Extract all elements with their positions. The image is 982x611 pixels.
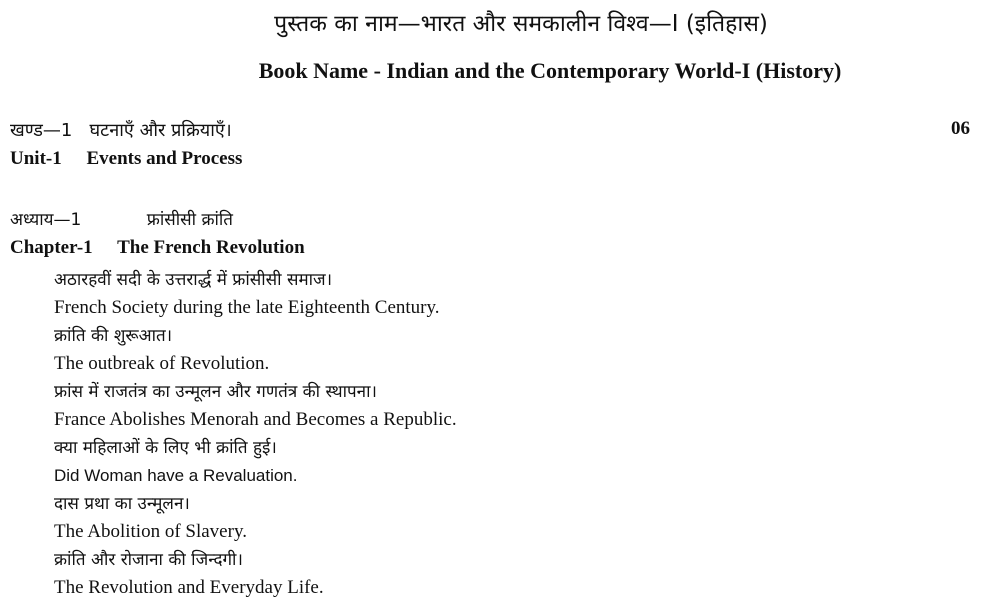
topic-item: दास प्रथा का उन्मूलन।	[54, 494, 190, 514]
topic-item: Did Woman have a Revaluation.	[54, 466, 298, 485]
topic-item: क्या महिलाओं के लिए भी क्रांति हुई।	[54, 438, 277, 458]
topic-item: फ्रांस में राजतंत्र का उन्मूलन और गणतंत्र की स्थापना।	[54, 382, 377, 402]
unit-heading-english	[10, 148, 242, 170]
chapter-name-hindi: फ्रांसीसी क्रांति	[146, 210, 233, 230]
topic-item: अठारहवीं सदी के उत्तरार्द्ध में फ्रांसीसी समाज।	[54, 270, 333, 290]
chapter-heading-hindi	[10, 207, 233, 230]
topic-item: The Revolution and Everyday Life.	[54, 577, 324, 598]
chapter-heading-english	[10, 237, 305, 259]
unit-label-english: Unit-1	[10, 148, 62, 169]
unit-name-english: Events and Process	[86, 148, 243, 169]
topic-item: क्रांति की शुरूआत।	[54, 326, 173, 346]
unit-label-hindi: खण्ड—1	[10, 120, 73, 141]
topic-item: The Abolition of Slavery.	[54, 521, 247, 542]
chapter-label-hindi: अध्याय—1	[10, 210, 82, 230]
book-title-english: Book Name - Indian and the Contemporary World-I (History)	[258, 58, 842, 83]
topic-list	[54, 266, 457, 602]
chapter-label-english: Chapter-1	[10, 237, 93, 258]
book-title-hindi: पुस्तक का नाम—भारत और समकालीन विश्व—I (इतिहास)	[274, 11, 768, 37]
topic-item: The outbreak of Revolution.	[54, 353, 270, 374]
chapter-name-english: The French Revolution	[117, 237, 305, 258]
unit-heading-hindi	[10, 118, 232, 142]
topic-item: France Abolishes Menorah and Becomes a Republic.	[54, 409, 457, 430]
topic-item: French Society during the late Eighteenth Century.	[54, 297, 440, 318]
unit-marks: 06	[951, 118, 970, 139]
unit-name-hindi: घटनाएँ और प्रक्रियाएँ।	[89, 120, 232, 141]
topic-item: क्रांति और रोजाना की जिन्दगी।	[54, 550, 243, 570]
